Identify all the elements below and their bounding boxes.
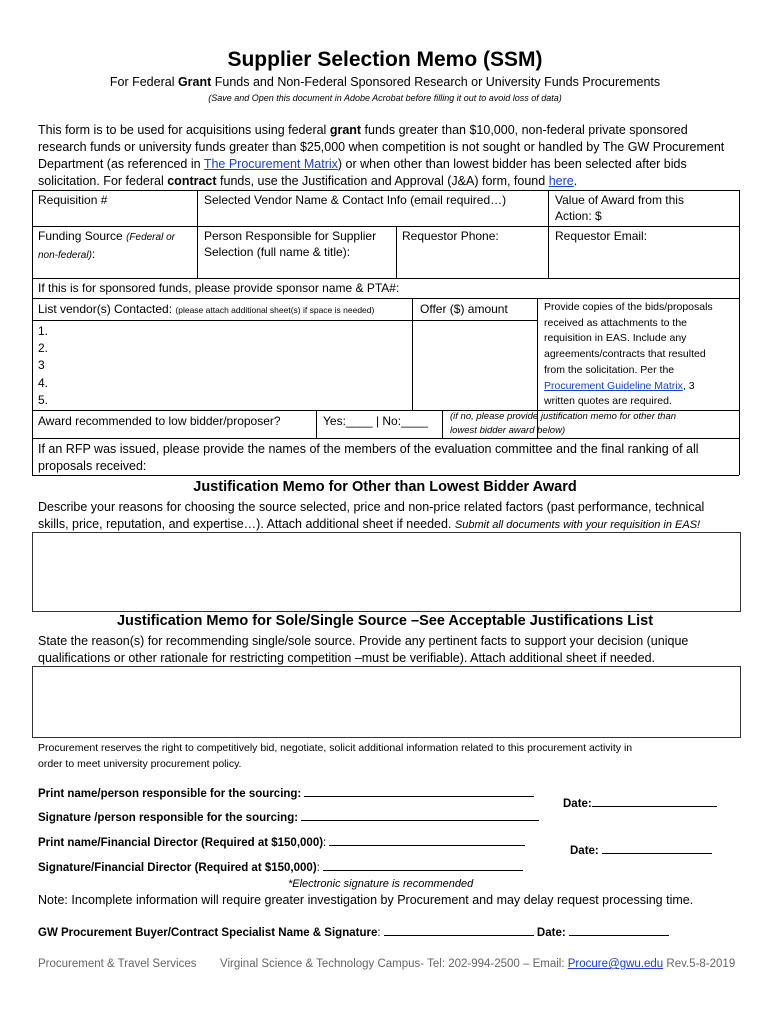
list-item: 1.: [38, 324, 49, 338]
reserve-note: Procurement reserves the right to competitively bid, negotiate, solicit additional information related to this procurement activity in order to meet university procurement policy.: [38, 742, 633, 770]
footer-email-link[interactable]: Procure@gwu.edu: [567, 958, 664, 970]
print-financial-director-field[interactable]: [329, 845, 525, 846]
buyer-signature-label: GW Procurement Buyer/Contract Specialist Name & Signature: Date:: [38, 927, 669, 939]
requestor-email-label: Requestor Email:: [555, 229, 648, 243]
save-note: (Save and Open this document in Adobe Acrobat before filling it out to avoid loss of data): [208, 93, 562, 103]
buyer-date-field[interactable]: [569, 935, 669, 936]
signature-person-label: Signature /person responsible for the sourcing:: [38, 812, 539, 824]
buyer-signature-field[interactable]: [384, 935, 534, 936]
requestor-phone-label: Requestor Phone:: [402, 229, 499, 243]
justification-sole-source-text: State the reason(s) for recommending single/sole source. Provide any pertinent facts to support your decision (unique qualifications or other rationale for restricting competition –must be verifiable). Attach additional sheet if needed.: [38, 634, 689, 665]
incomplete-info-note: Note: Incomplete information will require greater investigation by Procurement and may delay request processing time.: [38, 893, 694, 907]
sponsor-label: If this is for sponsored funds, please provide sponsor name & PTA#:: [38, 281, 400, 295]
vendor-label: Selected Vendor Name & Contact Info (email required…): [204, 193, 507, 207]
ja-form-link[interactable]: here: [548, 174, 574, 188]
list-item: 5.: [38, 392, 49, 407]
signature-financial-director-label: Signature/Financial Director (Required at $150,000):: [38, 862, 523, 874]
award-low-label: Award recommended to low bidder/proposer?: [38, 414, 281, 428]
rfp-label: If an RFP was issued, please provide the names of the members of the evaluation committee and the final ranking of all proposals received:: [38, 442, 699, 473]
form-title: Supplier Selection Memo (SSM): [227, 48, 543, 71]
copies-note: Provide copies of the bids/proposals received as attachments to the requisition in EAS. Include any agreements/contracts that resulted from the solicitation. Per the Procurement Guideline Matrix, 3 written quotes are required.: [544, 301, 713, 408]
date-1-label: Date:: [563, 798, 717, 810]
print-financial-director-label: Print name/Financial Director (Required at $150,000):: [38, 837, 525, 849]
date-1-field[interactable]: [592, 806, 717, 807]
list-item: 3: [38, 358, 45, 373]
signature-financial-director-field[interactable]: [323, 870, 523, 871]
form-subtitle: For Federal Grant Funds and Non-Federal Sponsored Research or University Funds Procurements: [109, 75, 661, 89]
print-name-person-field[interactable]: [304, 796, 534, 797]
date-2-label: Date:: [570, 845, 712, 857]
procurement-matrix-link[interactable]: The Procurement Matrix: [203, 157, 338, 171]
justification-lowest-bidder-heading: Justification Memo for Other than Lowest Bidder Award: [193, 479, 577, 495]
justification-lowest-bidder-text: Describe your reasons for choosing the source selected, price and non-price related factors (past performance, technical skills, price, reputation, and expertise…). Attach additional sheet if needed. Submit all documents with your requisition in EAS!: [38, 500, 705, 531]
yes-no-field[interactable]: Yes:____ | No:____: [323, 414, 428, 428]
award-value-label: Value of Award from this Action: $: [555, 193, 684, 223]
vendors-contacted-label: List vendor(s) Contacted: (please attach additional sheet(s) if space is needed): [38, 302, 375, 316]
person-responsible-label: Person Responsible for Supplier Selection (full name & title):: [204, 229, 377, 259]
justification-sole-source-field[interactable]: [32, 666, 741, 738]
procurement-guideline-matrix-link[interactable]: Procurement Guideline Matrix: [544, 379, 683, 392]
requisition-label: Requisition #: [38, 193, 108, 207]
justification-lowest-bidder-field[interactable]: [32, 532, 741, 612]
signature-person-field[interactable]: [301, 820, 539, 821]
list-item: 2.: [38, 341, 49, 356]
vendor-list: [38, 323, 48, 409]
list-item: 4.: [38, 375, 49, 390]
electronic-signature-note: *Electronic signature is recommended: [288, 878, 474, 890]
footer-department: Procurement & Travel Services: [38, 958, 197, 970]
justification-sole-source-heading: Justification Memo for Sole/Single Source –See Acceptable Justifications List: [116, 613, 654, 629]
funding-source-label: Funding Source (Federal or non-federal):: [38, 229, 175, 261]
date-2-field[interactable]: [602, 853, 712, 854]
if-no-note: (if no, please provide justification memo for other than lowest bidder award below): [450, 411, 677, 436]
footer-contact: Virginal Science & Technology Campus- Tel: 202-994-2500 – Email: Procure@gwu.edu Rev.5-8-2019: [220, 958, 736, 970]
intro-paragraph: This form is to be used for acquisitions using federal grant funds greater than $10,000, non-federal private sponsored research funds or university funds greater than $25,000 when competition is not sought or handled by The GW Procurement Department (as referenced in The Procurement Matrix) or when other than lowest bidder has been selected after bids solicitation. For federal contract funds, use the Justification and Approval (J&A) form, found here.: [38, 123, 725, 188]
offer-amount-label: Offer ($) amount: [420, 302, 508, 316]
print-name-person-label: Print name/person responsible for the sourcing:: [38, 788, 534, 800]
